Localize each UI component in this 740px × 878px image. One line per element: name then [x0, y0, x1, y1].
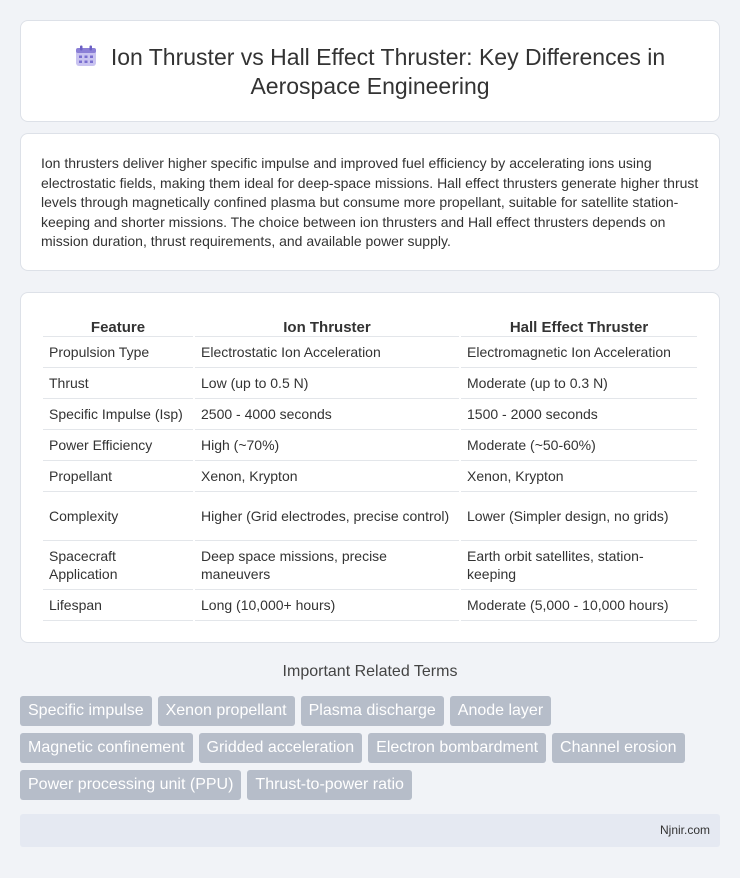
footer: [20, 814, 720, 847]
related-terms-heading: Important Related Terms: [282, 663, 458, 680]
table-cell: Complexity: [43, 492, 193, 541]
table-cell: Deep space missions, precise maneuvers: [195, 541, 459, 590]
table-cell: Earth orbit satellites, station-keeping: [461, 541, 697, 590]
comparison-table: [41, 315, 699, 621]
page-title: [21, 43, 719, 101]
title-line-1: [21, 43, 719, 72]
term-tag[interactable]: Xenon propellant: [158, 696, 295, 726]
table-cell: Propellant: [43, 461, 193, 492]
table-cell: Power Efficiency: [43, 430, 193, 461]
term-tag[interactable]: Anode layer: [450, 696, 551, 726]
intro-card: [20, 133, 720, 271]
table-cell: Lifespan: [43, 590, 193, 621]
table-cell: Xenon, Krypton: [195, 461, 459, 492]
header-feature: Feature: [43, 315, 193, 337]
table-cell: Moderate (~50-60%): [461, 430, 697, 461]
table-cell: Higher (Grid electrodes, precise control): [195, 492, 459, 541]
header-hall-effect-thruster: Hall Effect Thruster: [461, 315, 697, 337]
header-ion-thruster: Ion Thruster: [195, 315, 459, 337]
term-tag[interactable]: Specific impulse: [20, 696, 152, 726]
table-cell: Electromagnetic Ion Acceleration: [461, 337, 697, 368]
term-tag[interactable]: Channel erosion: [552, 733, 685, 763]
table-row: [43, 337, 697, 368]
table-cell: Low (up to 0.5 N): [195, 368, 459, 399]
table-row: [43, 590, 697, 621]
table-cell: Spacecraft Application: [43, 541, 193, 590]
term-tag[interactable]: Power processing unit (PPU): [20, 770, 241, 800]
table-cell: Thrust: [43, 368, 193, 399]
intro-paragraph: Ion thrusters deliver higher specific impulse and improved fuel efficiency by accelerating ions using electrostatic fields, making them ideal for deep-space missions. Hall effect thrusters generate higher thrust levels through magnetically confined plasma but consume more propellant, suitable for satellite station-keeping and shorter missions. The choice between ion thrusters and Hall effect thrusters depends on mission duration, thrust requirements, and available power supply.: [41, 155, 699, 250]
related-terms-list: [20, 696, 720, 800]
table-row: [43, 492, 697, 541]
title-card: [20, 20, 720, 122]
term-tag[interactable]: Plasma discharge: [301, 696, 444, 726]
table-cell: 1500 - 2000 seconds: [461, 399, 697, 430]
title-text-2: Aerospace Engineering: [250, 73, 490, 99]
table-cell: Moderate (5,000 - 10,000 hours): [461, 590, 697, 621]
comparison-card: [20, 292, 720, 643]
table-cell: Lower (Simpler design, no grids): [461, 492, 697, 541]
term-tag[interactable]: Magnetic confinement: [20, 733, 193, 763]
table-row: [43, 541, 697, 590]
table-cell: Long (10,000+ hours): [195, 590, 459, 621]
table-cell: Xenon, Krypton: [461, 461, 697, 492]
term-tag[interactable]: Thrust-to-power ratio: [247, 770, 412, 800]
table-header-row: [43, 315, 697, 337]
table-cell: Specific Impulse (Isp): [43, 399, 193, 430]
table-cell: Propulsion Type: [43, 337, 193, 368]
term-tag[interactable]: Gridded acceleration: [199, 733, 363, 763]
term-tag[interactable]: Electron bombardment: [368, 733, 546, 763]
table-cell: High (~70%): [195, 430, 459, 461]
table-cell: Moderate (up to 0.3 N): [461, 368, 697, 399]
table-row: [43, 368, 697, 399]
footer-site-link[interactable]: Njnir.com: [659, 823, 710, 837]
table-cell: 2500 - 4000 seconds: [195, 399, 459, 430]
table-row: [43, 461, 697, 492]
calendar-grid-icon: [75, 45, 97, 67]
title-text-1: Ion Thruster vs Hall Effect Thruster: Key Differences in: [110, 44, 666, 70]
table-row: [43, 430, 697, 461]
table-row: [43, 399, 697, 430]
table-cell: Electrostatic Ion Acceleration: [195, 337, 459, 368]
